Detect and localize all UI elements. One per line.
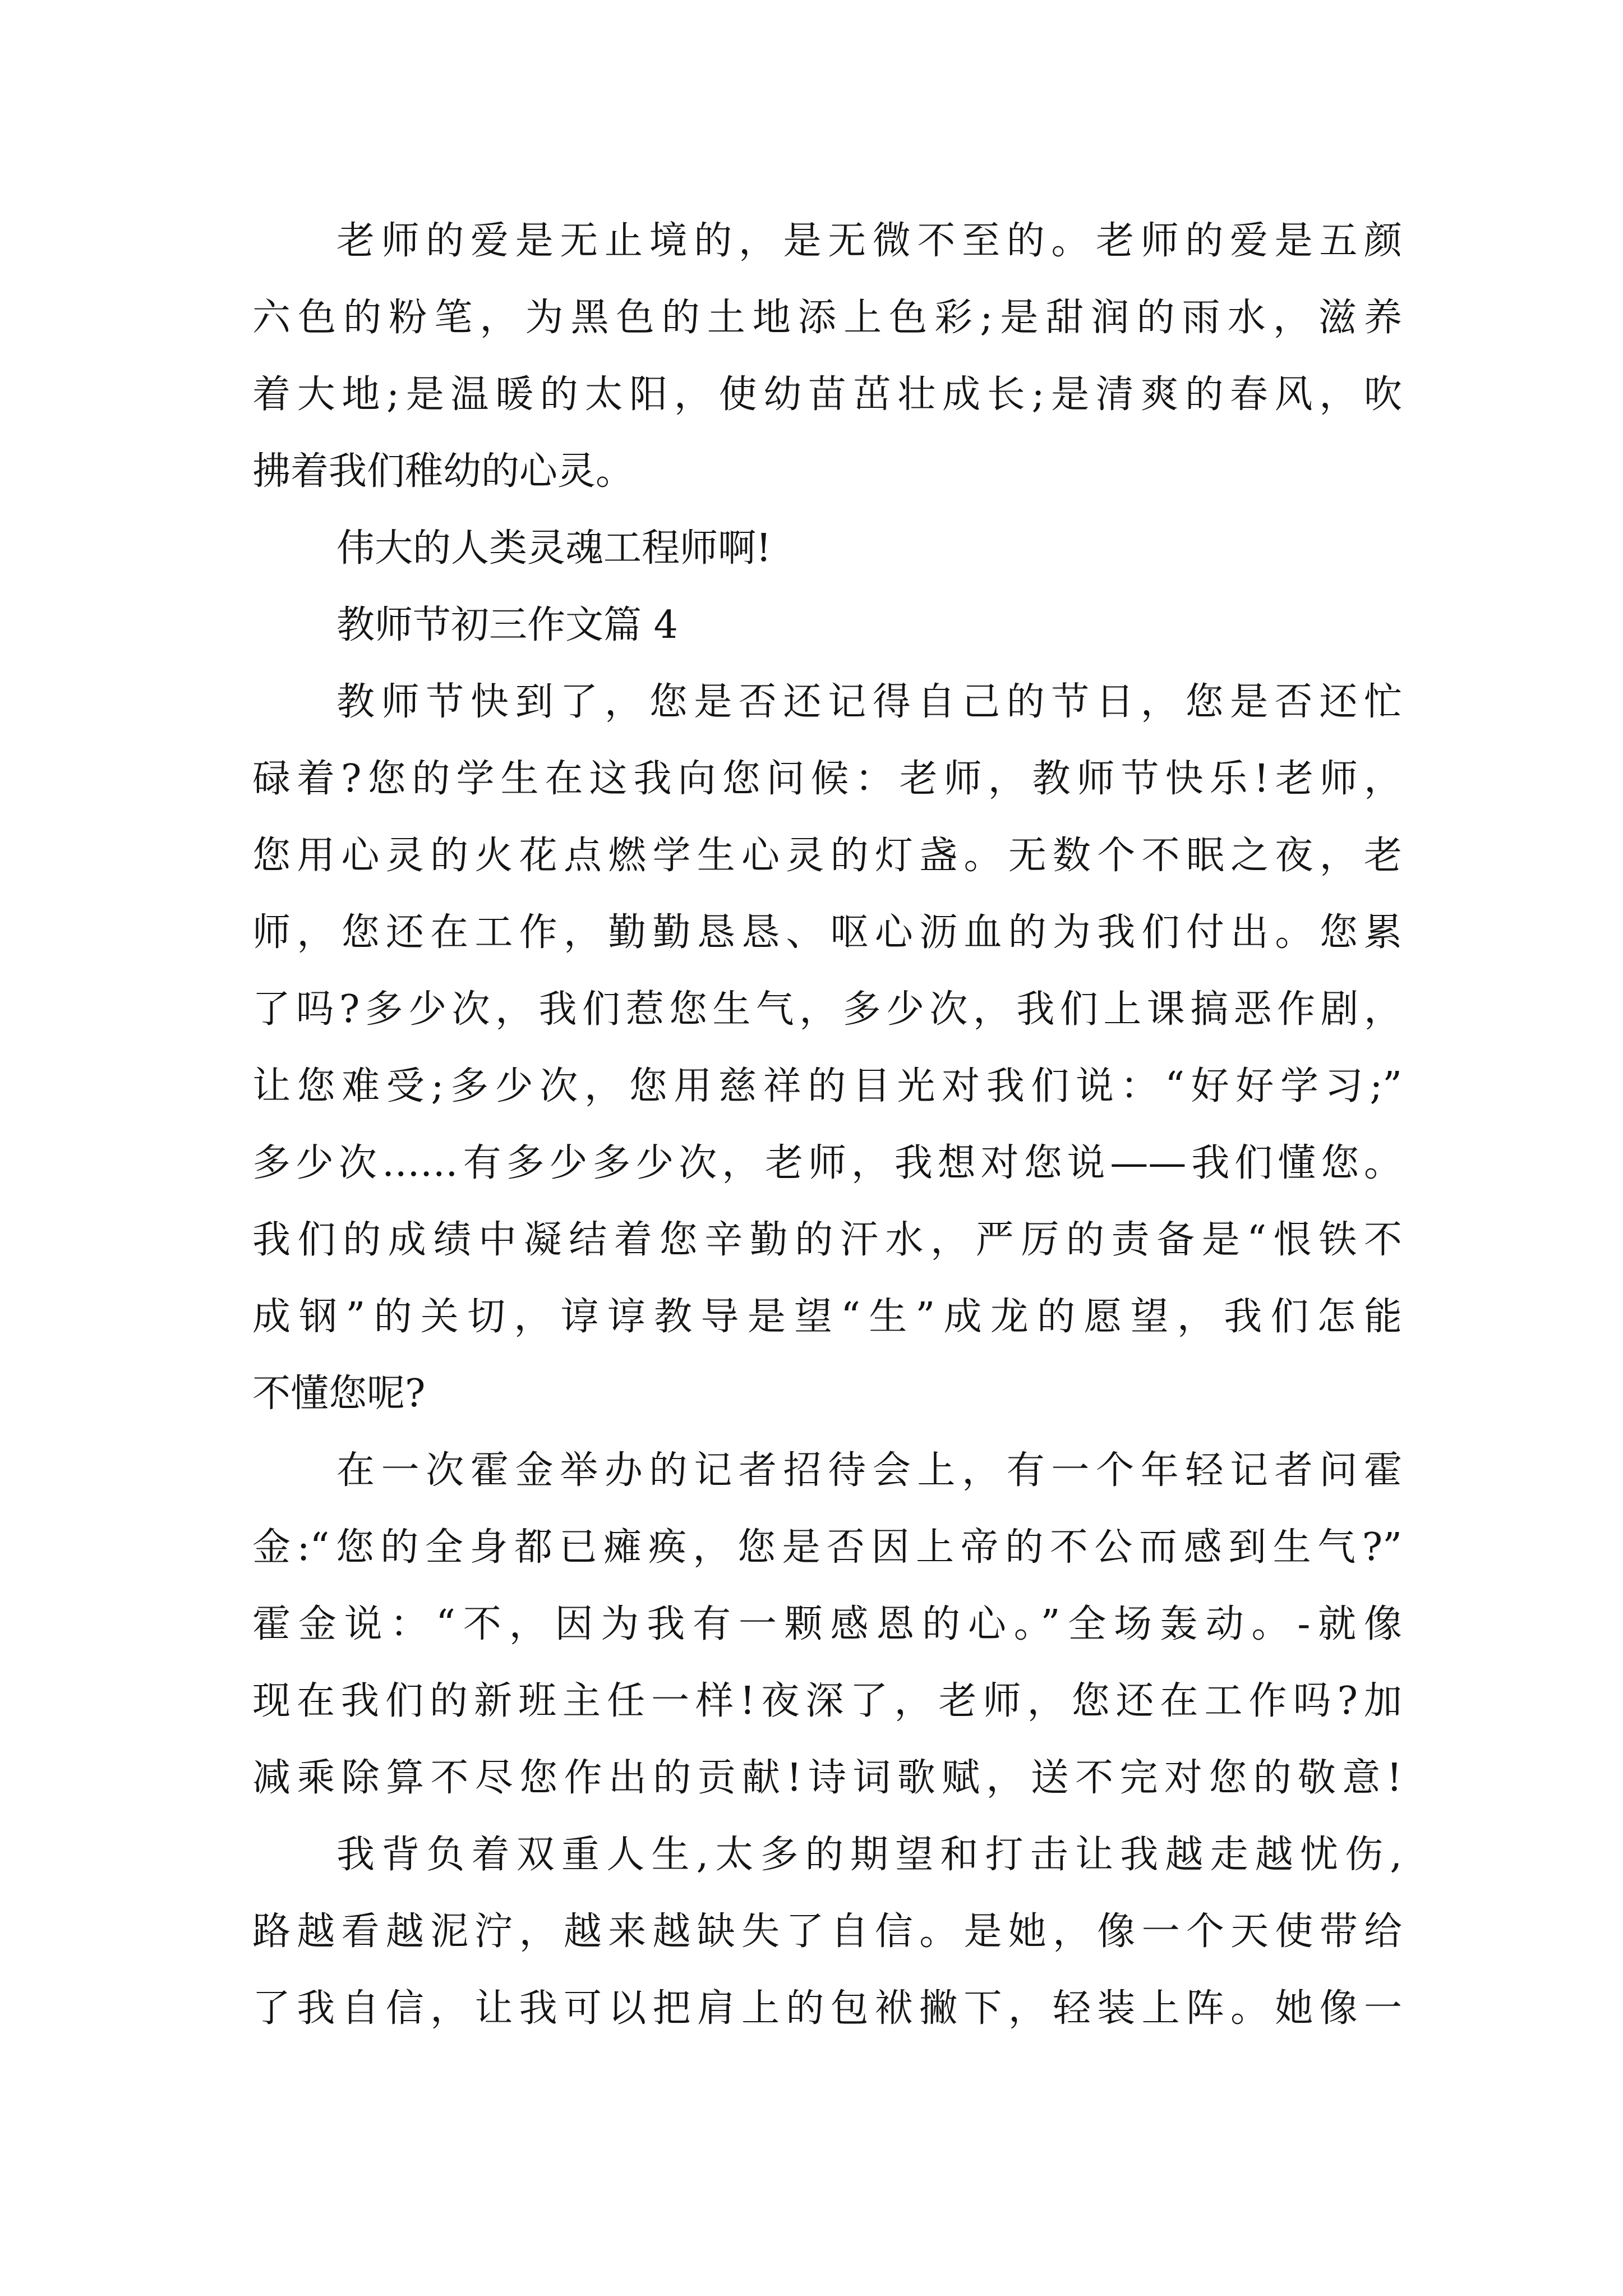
text-line: 拂着我们稚幼的心灵。 — [252, 449, 634, 494]
text-line: 减乘除算不尽您作出的贡献!诗词歌赋，送不完对您的敬意! — [252, 1756, 1402, 1800]
text-line: 我们的成绩中凝结着您辛勤的汗水，严厉的责备是“恨铁不 — [252, 1218, 1402, 1262]
text-line: 不懂您呢? — [252, 1372, 426, 1416]
text-line: 老师的爱是无止境的，是无微不至的。老师的爱是五颜 — [336, 219, 1402, 263]
text-line: 在一次霍金举办的记者招待会上，有一个年轻记者问霍 — [336, 1448, 1402, 1493]
text-line: 着大地;是温暖的太阳，使幼苗茁壮成长;是清爽的春风，吹 — [252, 372, 1402, 417]
text-line: 您用心灵的火花点燃学生心灵的灯盏。无数个不眠之夜，老 — [252, 834, 1402, 878]
text-line: 了吗?多少次，我们惹您生气，多少次，我们上课搞恶作剧， — [252, 987, 1402, 1032]
text-line: 成钢”的关切，谆谆教导是望“生”成龙的愿望，我们怎能 — [252, 1295, 1402, 1339]
text-line: 金:“您的全身都已瘫痪，您是否因上帝的不公而感到生气?” — [252, 1525, 1402, 1570]
text-line: 让您难受;多少次，您用慈祥的目光对我们说：“好好学习;” — [252, 1064, 1402, 1108]
text-line: 霍金说：“不，因为我有一颗感恩的心。”全场轰动。-就像 — [252, 1602, 1402, 1646]
text-line: 现在我们的新班主任一样!夜深了，老师，您还在工作吗?加 — [252, 1679, 1402, 1723]
section-heading: 教师节初三作文篇 4 — [336, 603, 678, 647]
text-line: 师，您还在工作，勤勤恳恳、呕心沥血的为我们付出。您累 — [252, 910, 1402, 955]
text-line: 我背负着双重人生,太多的期望和打击让我越走越忧伤, — [336, 1833, 1402, 1877]
text-line: 路越看越泥泞，越来越缺失了自信。是她，像一个天使带给 — [252, 1910, 1402, 1954]
text-line: 教师节快到了，您是否还记得自己的节日，您是否还忙 — [336, 680, 1402, 724]
text-line: 了我自信，让我可以把肩上的包袱撇下，轻装上阵。她像一 — [252, 1986, 1402, 2031]
text-line: 六色的粉笔，为黑色的土地添上色彩;是甜润的雨水，滋养 — [252, 296, 1402, 340]
text-line: 碌着?您的学生在这我向您问候：老师，教师节快乐!老师， — [252, 757, 1402, 801]
text-line: 伟大的人类灵魂工程师啊! — [336, 526, 772, 570]
text-line: 多少次……有多少多少次，老师，我想对您说——我们懂您。 — [252, 1141, 1402, 1185]
